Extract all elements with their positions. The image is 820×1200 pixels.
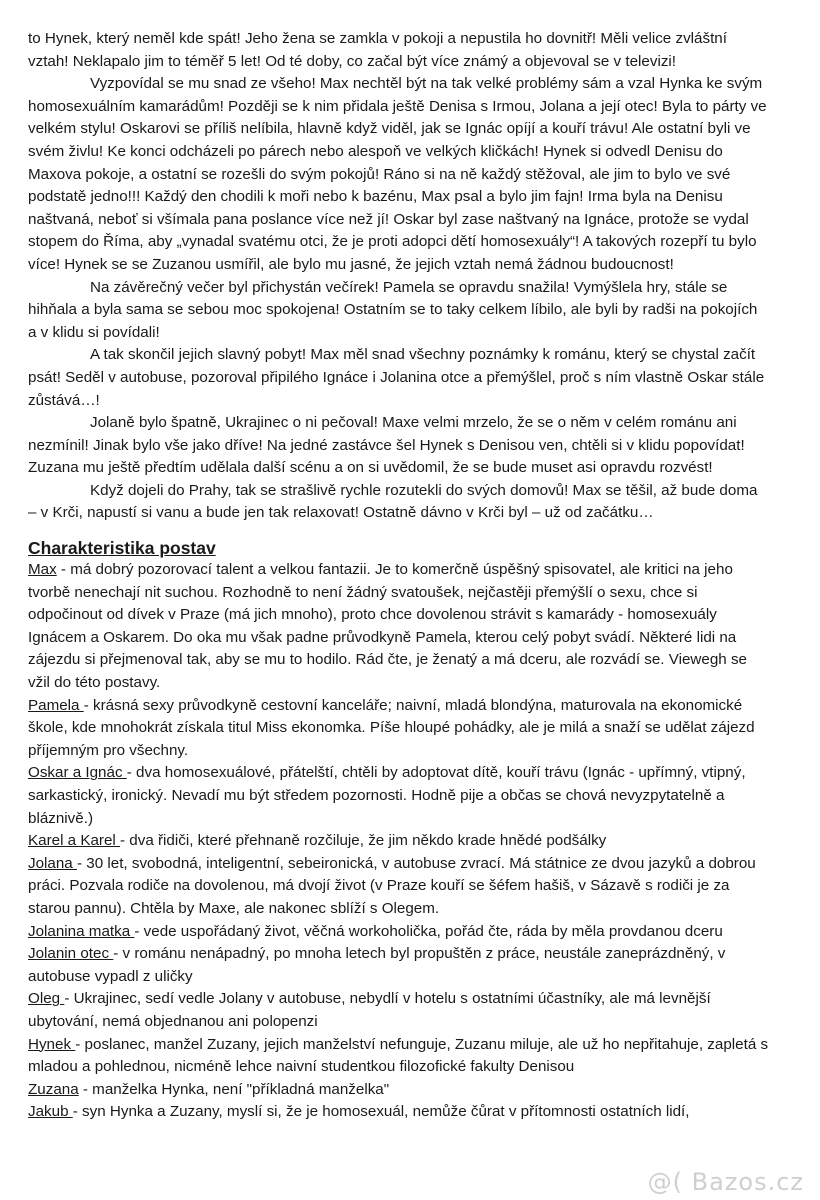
character-name: Jakub: [28, 1103, 73, 1121]
character-name: Pamela: [28, 696, 84, 714]
section-title: Charakteristika postav: [28, 538, 216, 559]
character-entry: [28, 943, 770, 988]
character-name: Jolana: [28, 854, 77, 872]
story-paragraph: Když dojeli do Prahy, tak se strašlivě rychle rozutekli do svých domovů! Max se těšil, až bude doma – v Krči, napustí si vanu a bude jen tak relaxovat! Ostatně dávno v Krči byl – už od začátku…: [28, 481, 758, 522]
character-name: Jolanina matka: [28, 922, 135, 940]
character-entry: [28, 1101, 770, 1124]
watermark: @( Bazos.cz: [647, 1168, 804, 1196]
character-entry: [28, 559, 770, 695]
character-description: - dva homosexuálové, přátelští, chtěli by adoptovat dítě, kouří trávu (Ignác - upřímný, vtipný, sarkastický, ironický. Nevadí mu být středem pozornosti. Hodně pije a občas se chová nevyzpytatelně a bláznivě.): [28, 764, 746, 827]
story-paragraph: A tak skončil jejich slavný pobyt! Max měl snad všechny poznámky k románu, který se chystal začít psát! Seděl v autobuse, pozoroval připilého Ignáce i Jolanina otce a přemýšlel, proč s ním vlastně Oskar stále zůstává…!: [28, 346, 765, 409]
character-description: - krásná sexy průvodkyně cestovní kanceláře; naivní, mladá blondýna, maturovala na ekonomické škole, kde mnohokrát získala titul Miss ekonomka. Píše hloupé pohádky, ale je milá a snaží se udělat zájezd příjemným pro všechny.: [28, 696, 755, 759]
character-entry: [28, 830, 770, 853]
character-description: - manželka Hynka, není "příkladná manželka": [78, 1080, 390, 1098]
character-description: - Ukrajinec, sedí vedle Jolany v autobuse, nebydlí v hotelu s ostatními účastníky, ale má levnější ubytování, nemá objednanou ani polopenzi: [28, 990, 711, 1030]
character-entry: [28, 1079, 770, 1102]
character-name: Karel a Karel: [28, 832, 121, 850]
character-entry: [28, 921, 770, 944]
character-name: Jolanin otec: [28, 945, 114, 963]
character-name: Max: [28, 561, 57, 579]
story-paragraph: Jolaně bylo špatně, Ukrajinec o ni pečoval! Maxe velmi mrzelo, že se o něm v celém románu ani nezmínil! Jinak bylo vše jako dříve! Na jedné zastávce šel Hynek s Denisou ven, chtěli si v klidu popovídat! Zuzana mu ještě předtím udělala další scénu a on si uvědomil, že se bude muset asi opravdu rozvést!: [28, 414, 745, 477]
document-page: [28, 28, 770, 1124]
character-description: - poslanec, manžel Zuzany, jejich manželství nefunguje, Zuzanu miluje, ale už ho nepřitahuje, zapletá s mladou a pohlednou, nicméně lehce naivní studentkou filozofické fakulty Denisou: [28, 1035, 769, 1076]
character-entry: [28, 695, 770, 763]
story-paragraph: to Hynek, který neměl kde spát! Jeho žena se zamkla v pokoji a nepustila ho dovnitř! Měli velice zvláštní vztah! Neklapalo jim to téměř 5 let! Od té doby, co začal být více známý a objevoval se v televizi!: [28, 30, 727, 70]
character-name: Zuzana: [28, 1080, 79, 1098]
story-paragraph: Na závěrečný večer byl přichystán večírek! Pamela se opravdu snažila! Vymýšlela hry, stále se hihňala a byla sama se sebou moc spokojena! Ostatním se to taky celkem líbilo, ale byli by radši na pokojích a v klidu si povídali!: [28, 278, 758, 341]
character-entry: [28, 853, 770, 921]
character-name: Oleg: [28, 990, 65, 1008]
character-description: - 30 let, svobodná, inteligentní, sebeironická, v autobuse zvrací. Má státnice ze dvou jazyků a dobrou práci. Pozvala rodiče na dovolenou, má dvojí život (v Praze kouří se šéfem hašiš, v Sázavě s rodiči je za starou pannu). Chtěla by Maxe, ale nakonec sblíží s Olegem.: [28, 854, 756, 917]
character-entry: [28, 1034, 770, 1079]
character-description: - má dobrý pozorovací talent a velkou fantazii. Je to komerčně úspěšný spisovatel, ale kritici na jeho tvorbě nenechají nit suchou. Rozhodně to není žádný svatoušek, nejčastěji přemýšlí o sexu, chce si odpočinout od dívek v Praze (má jich mnoho), proto chce dovolenou strávit s kamarády - homosexuály Ignácem a Oskarem. Do oka mu však padne průvodkyně Pamela, kterou celý pobyt svádí. Některé lidi na zájezdu si přejmenoval tak, aby se mu to hodilo. Rád čte, je ženatý a má dceru, ale rozvádí se. Viewegh se vžil do této postavy.: [28, 561, 747, 692]
character-name: Oskar a Ignác: [28, 764, 127, 782]
story-paragraph: Vyzpovídal se mu snad ze všeho! Max nechtěl být na tak velké problémy sám a vzal Hynka ke svým homosexuálním kamarádům! Později se k nim přidala ještě Denisa s Irmou, Jolana a její otec! Byla to párty ve velkém stylu! Oskarovi se příliš nelíbila, hlavně když viděl, jak se Ignác opíjí a kouří trávu! Ale ostatní byli ve svém živlu! Ke konci odcházeli po párech nebo alespoň ve velkých kličkách! Hynek si odvedl Denisu do Maxova pokoje, a ostatní se rozešli do svým pokojů! Ráno si na ně každý stěžoval, ale jim to bylo ve své podstatě jedno!!! Každý den chodili k moři nebo k bazénu, Max psal a bylo jim fajn! Irma byla na Denisu naštvaná, neboť si všímala pana poslance více než jí! Oskar byl zase naštvaný na Ignáce, protože se vydal stopem do Říma, aby „vynadal svatému otci, že je proti adopci dětí homosexuály“! A takových rozepří tu bylo více! Hynek se se Zuzanou usmířil, ale bylo mu jasné, že jejich vztah nemá žádnou budoucnost!: [28, 75, 767, 273]
character-name: Hynek: [28, 1035, 76, 1053]
character-description: - v románu nenápadný, po mnoha letech byl propuštěn z práce, neustále zaneprázdněný, v autobuse vypadl z uličky: [28, 945, 726, 985]
character-description: - vede uspořádaný život, věčná workoholička, pořád čte, ráda by měla provdanou dceru: [134, 922, 723, 940]
character-description: - syn Hynka a Zuzany, myslí si, že je homosexuál, nemůže čůrat v přítomnosti ostatních lidí,: [72, 1103, 690, 1121]
character-entry: [28, 762, 770, 830]
character-description: - dva řidiči, které přehnaně rozčiluje, že jim někdo krade hnědé podšálky: [120, 832, 607, 850]
character-entry: [28, 988, 770, 1033]
